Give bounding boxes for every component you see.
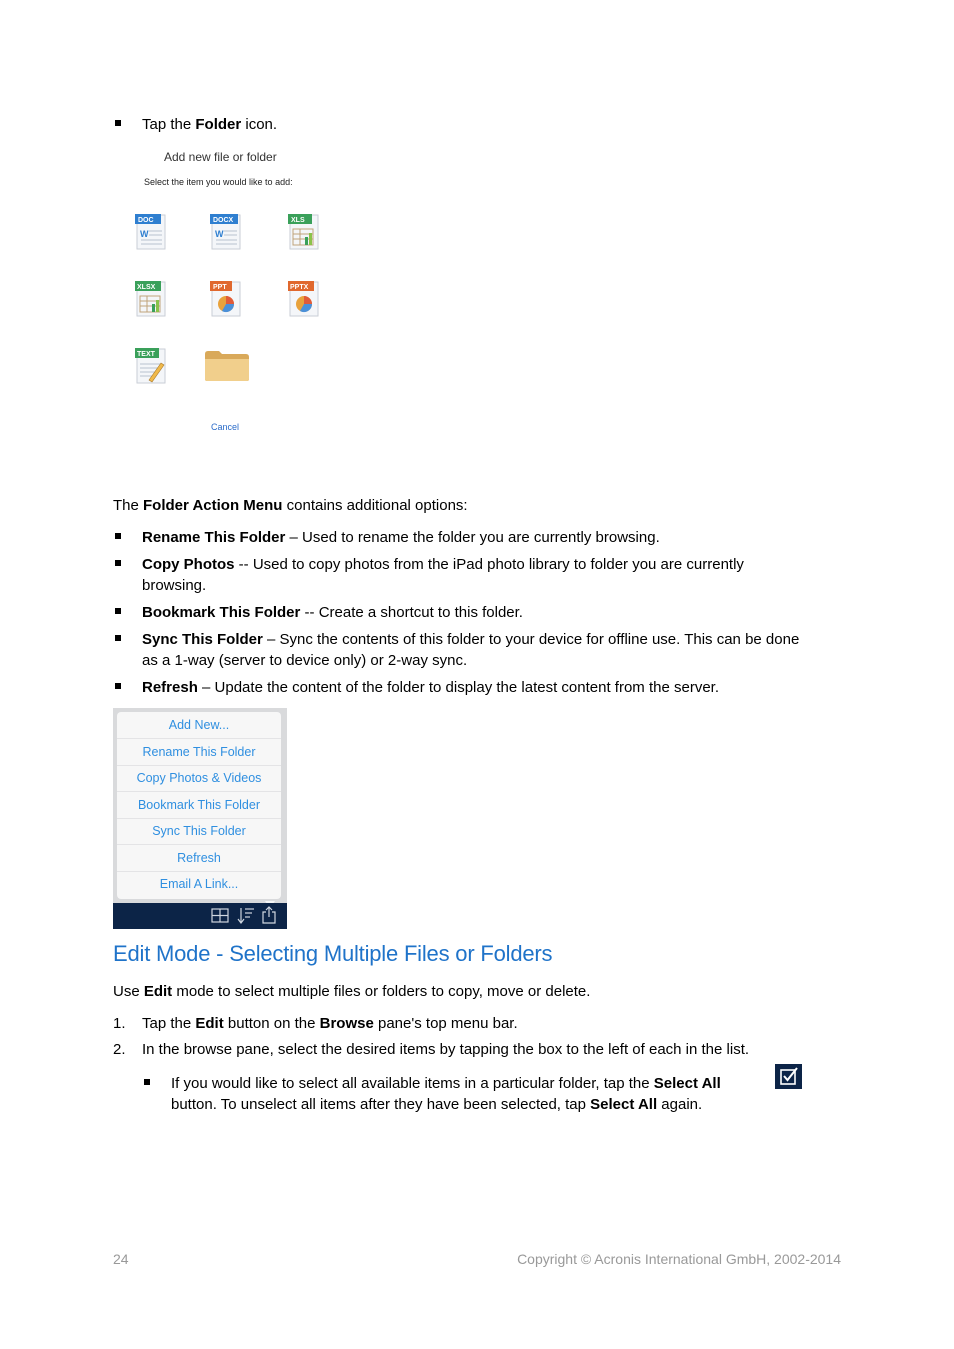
option-copy-photos-cont: browsing. xyxy=(142,577,207,594)
menu-item-sync-folder[interactable]: Sync This Folder xyxy=(117,818,281,845)
step-number: 2. xyxy=(113,1041,126,1058)
sort-icon[interactable] xyxy=(237,907,255,928)
text-label: TEXT xyxy=(137,351,155,358)
option-sync-cont: as a 1-way (server to device only) or 2-way sync. xyxy=(142,652,468,669)
share-icon[interactable] xyxy=(262,906,276,928)
pptx-label: PPTX xyxy=(290,284,309,291)
menu-item-email-link[interactable]: Email A Link... xyxy=(159,877,239,891)
bullet xyxy=(115,608,121,614)
select-all-checkbox-icon[interactable] xyxy=(775,1064,802,1089)
grid-view-icon[interactable] xyxy=(211,908,229,927)
doc-file-icon[interactable] xyxy=(135,213,167,251)
menu-item-bookmark-folder[interactable]: Bookmark This Folder xyxy=(117,792,281,819)
bullet xyxy=(144,1079,150,1085)
option-sync: Sync This Folder – Sync the contents of this folder to your device for offline use. This can be done xyxy=(142,631,800,648)
select-all-note-cont: button. To unselect all items after they have been selected, tap Select All again. xyxy=(171,1096,703,1113)
folder-action-intro: The Folder Action Menu contains additional options: xyxy=(113,497,468,514)
menu-item-refresh[interactable]: Refresh xyxy=(117,845,281,872)
ppt-file-icon[interactable] xyxy=(210,280,242,318)
xlsx-label: XLSX xyxy=(137,284,156,291)
bullet xyxy=(115,635,121,641)
svg-text:W: W xyxy=(215,229,224,239)
step-folder: Tap the Folder icon. xyxy=(142,116,278,133)
bullet xyxy=(115,683,121,689)
xls-label: XLS xyxy=(291,217,305,224)
edit-intro: Use Edit mode to select multiple files or folders to copy, move or delete. xyxy=(113,983,591,1000)
ppt-label: PPT xyxy=(213,284,227,291)
text-file-icon[interactable] xyxy=(135,347,167,385)
page-number: 24 xyxy=(113,1251,129,1267)
dialog-title: Add new file or folder xyxy=(164,150,277,164)
xlsx-file-icon[interactable] xyxy=(135,280,167,318)
step-number: 1. xyxy=(113,1015,126,1032)
option-rename: Rename This Folder – Used to rename the folder you are currently browsing. xyxy=(142,529,660,546)
bullet xyxy=(115,120,121,126)
menu-panel xyxy=(117,712,281,899)
select-all-note: If you would like to select all available items in a particular folder, tap the Select All xyxy=(171,1075,721,1092)
folder-icon[interactable] xyxy=(203,349,251,383)
folder-action-menu xyxy=(113,708,287,929)
docx-label: DOCX xyxy=(213,217,234,224)
menu-item-copy-photos[interactable]: Copy Photos & Videos xyxy=(117,765,281,792)
menu-item-add-new[interactable]: Add New... xyxy=(117,712,281,739)
bullet xyxy=(115,560,121,566)
bullet xyxy=(115,533,121,539)
bottom-toolbar xyxy=(113,903,287,929)
option-bookmark: Bookmark This Folder -- Create a shortcut to this folder. xyxy=(142,604,523,621)
doc-label: DOC xyxy=(138,217,154,224)
step-2: In the browse pane, select the desired items by tapping the box to the left of each in the list. xyxy=(142,1041,750,1058)
option-copy-photos: Copy Photos -- Used to copy photos from the iPad photo library to folder you are currently xyxy=(142,556,744,573)
section-heading: Edit Mode - Selecting Multiple Files or Folders xyxy=(113,941,553,966)
xls-file-icon[interactable] xyxy=(288,213,320,251)
cancel-button[interactable]: Cancel xyxy=(211,422,240,432)
copyright: Copyright © Acronis International GmbH, 2002-2014 xyxy=(517,1251,841,1267)
docx-file-icon[interactable] xyxy=(210,213,242,251)
svg-text:W: W xyxy=(140,229,149,239)
step-1: Tap the Edit button on the Browse pane's top menu bar. xyxy=(142,1015,518,1032)
option-refresh: Refresh – Update the content of the folder to display the latest content from the server. xyxy=(142,679,719,696)
pptx-file-icon[interactable] xyxy=(288,280,320,318)
dialog-subtitle: Select the item you would like to add: xyxy=(144,177,293,187)
menu-item-rename-folder[interactable]: Rename This Folder xyxy=(117,739,281,766)
